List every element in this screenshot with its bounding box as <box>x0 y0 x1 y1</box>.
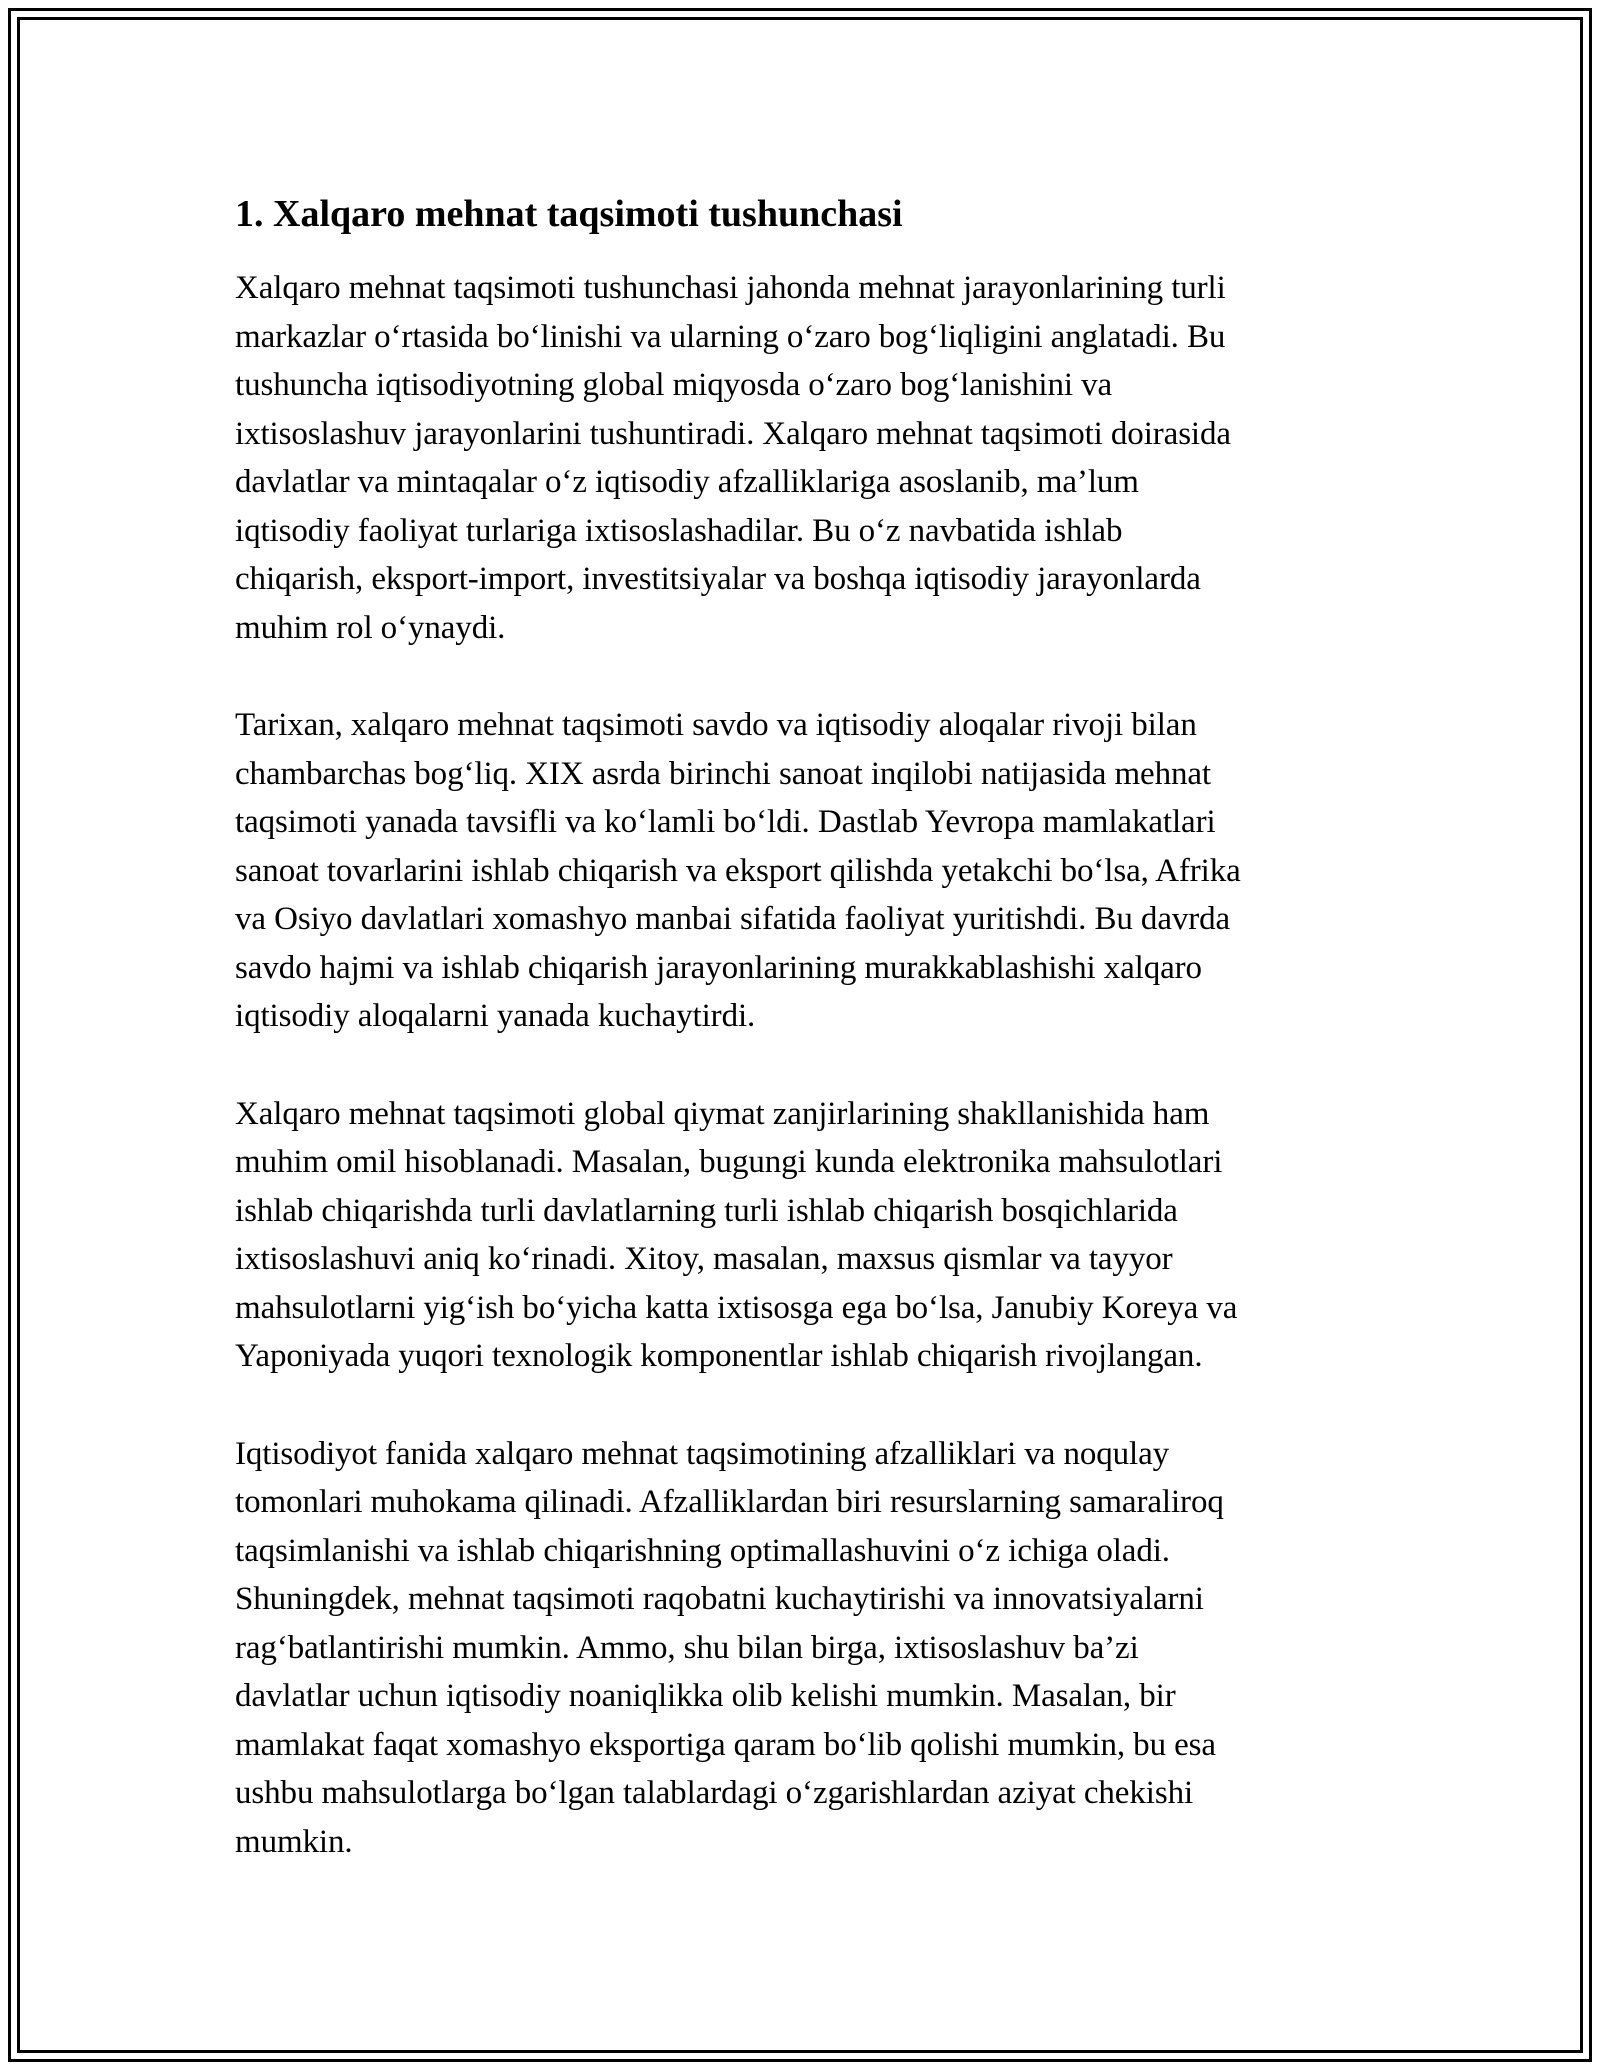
paragraph-3: Xalqaro mehnat taqsimoti global qiymat zanjirlarining shakllanishida ham muhim omil hisoblanadi. Masalan, bugungi kunda elektronika mahsulotlari ishlab chiqarishda turli davlatlarning turli ishlab chiqarish bosqichlarida ixtisoslashuvi aniq ko‘rinadi. Xitoy, masalan, maxsus qismlar va tayyor mahsulotlarni yig‘ish bo‘yicha katta ixtisosga ega bo‘lsa, Janubiy Koreya va Yaponiyada yuqori texnologik komponentlar ishlab chiqarish rivojlangan. <box>235 1095 1238 1374</box>
section-heading: 1. Xalqaro mehnat taqsimoti tushunchasi <box>235 193 903 235</box>
document-body <box>235 186 1375 1915</box>
paragraph-1: Xalqaro mehnat taqsimoti tushunchasi jahonda mehnat jarayonlarining turli markazlar o‘rtasida bo‘linishi va ularning o‘zaro bog‘liqligini anglatadi. Bu tushuncha iqtisodiyotning global miqyosda o‘zaro bog‘lanishini va ixtisoslashuv jarayonlarini tushuntiradi. Xalqaro mehnat taqsimoti doirasida davlatlar va mintaqalar o‘z iqtisodiy afzalliklariga asoslanib, ma’lum iqtisodiy faoliyat turlariga ixtisoslashadilar. Bu o‘z navbatida ishlab chiqarish, eksport-import, investitsiyalar va boshqa iqtisodiy jarayonlarda muhim rol o‘ynaydi. <box>235 270 1231 646</box>
paragraph-4: Iqtisodiyot fanida xalqaro mehnat taqsimotining afzalliklari va noqulay tomonlari muhokama qilinadi. Afzalliklardan biri resurslarning samaraliroq taqsimlanishi va ishlab chiqarishning optimallashuvini o‘z ichiga oladi. Shuningdek, mehnat taqsimoti raqobatni kuchaytirishi va innovatsiyalarni rag‘batlantirishi mumkin. Ammo, shu bilan birga, ixtisoslashuv ba’zi davlatlar uchun iqtisodiy noaniqlikka olib kelishi mumkin. Masalan, bir mamlakat faqat xomashyo eksportiga qaram bo‘lib qolishi mumkin, bu esa ushbu mahsulotlarga bo‘lgan talablardagi o‘zgarishlardan aziyat chekishi mumkin. <box>235 1435 1224 1860</box>
paragraph-2: Tarixan, xalqaro mehnat taqsimoti savdo va iqtisodiy aloqalar rivoji bilan chambarchas bog‘liq. XIX asrda birinchi sanoat inqilobi natijasida mehnat taqsimoti yanada tavsifli va ko‘lamli bo‘ldi. Dastlab Yevropa mamlakatlari sanoat tovarlarini ishlab chiqarish va eksport qilishda yetakchi bo‘lsa, Afrika va Osiyo davlatlari xomashyo manbai sifatida faoliyat yuritishdi. Bu davrda savdo hajmi va ishlab chiqarish jarayonlarining murakkablashishi xalqaro iqtisodiy aloqalarni yanada kuchaytirdi. <box>235 707 1241 1034</box>
